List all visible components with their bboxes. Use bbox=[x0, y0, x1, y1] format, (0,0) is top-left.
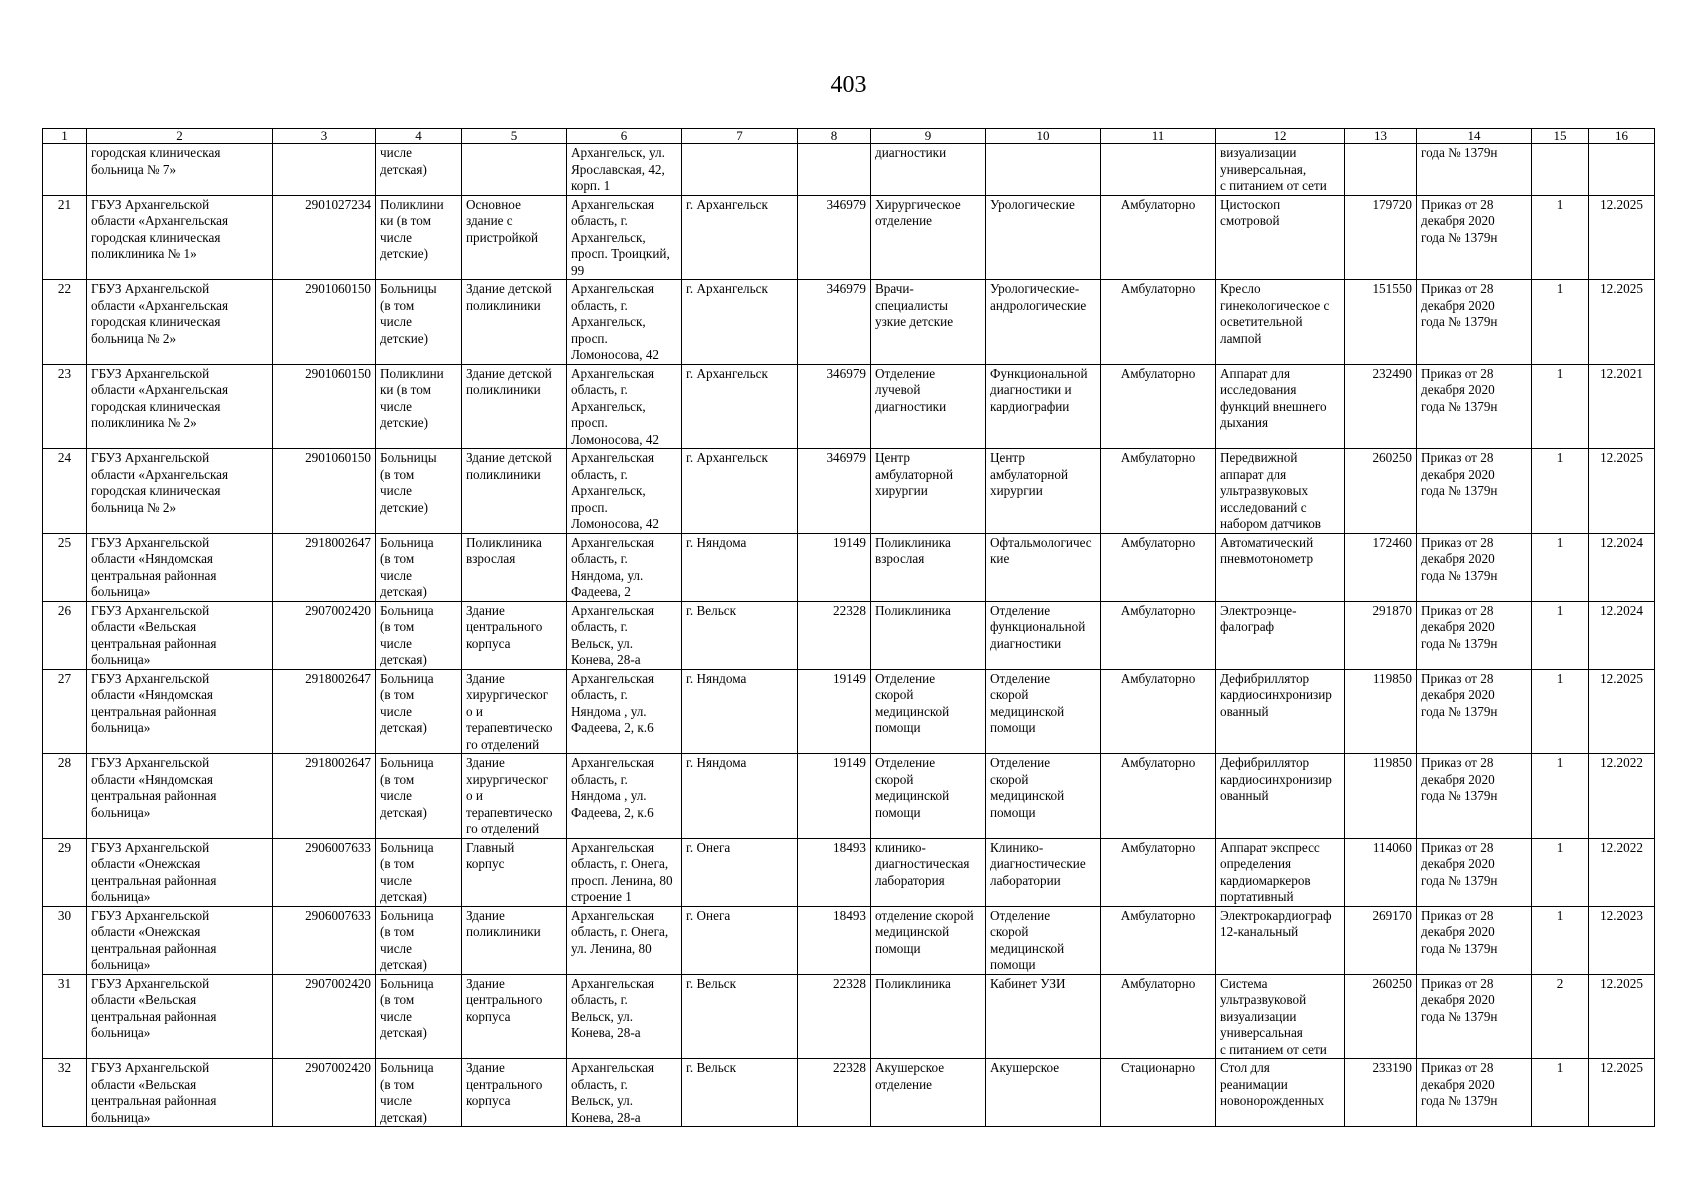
delivery-date-cell: 12.2021 bbox=[1589, 364, 1655, 449]
equipment-name-cell: Цистоскоп смотровой bbox=[1216, 195, 1345, 280]
price-cell: 119850 bbox=[1345, 754, 1417, 839]
facility-type-cell: Больницы (в том числе детские) bbox=[376, 449, 462, 534]
quantity-cell: 1 bbox=[1532, 669, 1589, 754]
profile-cell: Отделение функциональной диагностики bbox=[986, 601, 1101, 669]
price-cell bbox=[1345, 144, 1417, 196]
price-cell: 269170 bbox=[1345, 906, 1417, 974]
delivery-date-cell: 12.2024 bbox=[1589, 533, 1655, 601]
row-number-cell: 27 bbox=[43, 669, 87, 754]
column-number: 13 bbox=[1345, 129, 1417, 144]
quantity-cell: 1 bbox=[1532, 601, 1589, 669]
locality-code-cell: 346979 bbox=[798, 449, 871, 534]
delivery-date-cell: 12.2024 bbox=[1589, 601, 1655, 669]
table-row bbox=[43, 754, 1655, 839]
column-number: 8 bbox=[798, 129, 871, 144]
department-cell: Отделение скорой медицинской помощи bbox=[871, 754, 986, 839]
delivery-date-cell: 12.2025 bbox=[1589, 449, 1655, 534]
building-cell: Здание детской поликлиники bbox=[462, 280, 567, 365]
order-reference-cell: Приказ от 28 декабря 2020 года № 1379н bbox=[1417, 533, 1532, 601]
table-row bbox=[43, 974, 1655, 1059]
row-number-cell: 25 bbox=[43, 533, 87, 601]
table-body bbox=[43, 129, 1655, 1127]
row-number-cell bbox=[43, 144, 87, 196]
table-row bbox=[43, 906, 1655, 974]
row-number-cell: 22 bbox=[43, 280, 87, 365]
locality-code-cell: 22328 bbox=[798, 1059, 871, 1127]
city-cell: г. Онега bbox=[682, 906, 798, 974]
order-reference-cell: Приказ от 28 декабря 2020 года № 1379н bbox=[1417, 974, 1532, 1059]
column-number: 3 bbox=[273, 129, 376, 144]
price-cell: 291870 bbox=[1345, 601, 1417, 669]
column-number: 7 bbox=[682, 129, 798, 144]
column-number-row bbox=[43, 129, 1655, 144]
city-cell: г. Няндома bbox=[682, 669, 798, 754]
quantity-cell: 1 bbox=[1532, 280, 1589, 365]
column-number: 16 bbox=[1589, 129, 1655, 144]
address-cell: Архангельская область, г. Няндома, ул. Фадеева, 2 bbox=[567, 533, 682, 601]
table-row bbox=[43, 533, 1655, 601]
facility-type-cell: Поликлини ки (в том числе детские) bbox=[376, 195, 462, 280]
care-conditions-cell: Амбулаторно bbox=[1101, 195, 1216, 280]
facility-type-cell: Больница (в том числе детская) bbox=[376, 906, 462, 974]
organization-name-cell: ГБУЗ Архангельской области «Вельская центральная районная больница» bbox=[87, 601, 273, 669]
organization-name-cell: ГБУЗ Архангельской области «Архангельская городская клиническая больница № 2» bbox=[87, 449, 273, 534]
column-number: 11 bbox=[1101, 129, 1216, 144]
organization-name-cell: ГБУЗ Архангельской области «Няндомская центральная районная больница» bbox=[87, 754, 273, 839]
department-cell: Поликлиника bbox=[871, 601, 986, 669]
inn-cell: 2906007633 bbox=[273, 906, 376, 974]
department-cell: отделение скорой медицинской помощи bbox=[871, 906, 986, 974]
city-cell: г. Няндома bbox=[682, 533, 798, 601]
quantity-cell: 2 bbox=[1532, 974, 1589, 1059]
price-cell: 119850 bbox=[1345, 669, 1417, 754]
equipment-name-cell: Дефибриллятор кардиосинхронизир ованный bbox=[1216, 669, 1345, 754]
order-reference-cell: Приказ от 28 декабря 2020 года № 1379н bbox=[1417, 669, 1532, 754]
city-cell: г. Архангельск bbox=[682, 364, 798, 449]
building-cell: Здание детской поликлиники bbox=[462, 364, 567, 449]
column-number: 14 bbox=[1417, 129, 1532, 144]
equipment-name-cell: Аппарат экспресс определения кардиомаркеров портативный bbox=[1216, 838, 1345, 906]
equipment-name-cell: Передвижной аппарат для ультразвуковых исследований с набором датчиков bbox=[1216, 449, 1345, 534]
inn-cell: 2906007633 bbox=[273, 838, 376, 906]
inn-cell: 2918002647 bbox=[273, 754, 376, 839]
address-cell: Архангельская область, г. Онега, ул. Ленина, 80 bbox=[567, 906, 682, 974]
inn-cell: 2907002420 bbox=[273, 601, 376, 669]
equipment-name-cell: визуализации универсальная, с питанием от сети bbox=[1216, 144, 1345, 196]
city-cell: г. Вельск bbox=[682, 601, 798, 669]
department-cell: Отделение скорой медицинской помощи bbox=[871, 669, 986, 754]
profile-cell: Функциональной диагностики и кардиографии bbox=[986, 364, 1101, 449]
building-cell: Основное здание с пристройкой bbox=[462, 195, 567, 280]
order-reference-cell: Приказ от 28 декабря 2020 года № 1379н bbox=[1417, 754, 1532, 839]
address-cell: Архангельская область, г. Няндома , ул. Фадеева, 2, к.6 bbox=[567, 754, 682, 839]
department-cell: Поликлиника bbox=[871, 974, 986, 1059]
address-cell: Архангельская область, г. Онега, просп. Ленина, 80 строение 1 bbox=[567, 838, 682, 906]
price-cell: 260250 bbox=[1345, 449, 1417, 534]
delivery-date-cell: 12.2025 bbox=[1589, 280, 1655, 365]
care-conditions-cell: Стационарно bbox=[1101, 1059, 1216, 1127]
quantity-cell: 1 bbox=[1532, 1059, 1589, 1127]
care-conditions-cell: Амбулаторно bbox=[1101, 601, 1216, 669]
profile-cell: Кабинет УЗИ bbox=[986, 974, 1101, 1059]
facility-type-cell: Больницы (в том числе детские) bbox=[376, 280, 462, 365]
address-cell: Архангельская область, г. Вельск, ул. Конева, 28-а bbox=[567, 1059, 682, 1127]
price-cell: 114060 bbox=[1345, 838, 1417, 906]
organization-name-cell: ГБУЗ Архангельской области «Няндомская центральная районная больница» bbox=[87, 533, 273, 601]
building-cell bbox=[462, 144, 567, 196]
locality-code-cell: 19149 bbox=[798, 533, 871, 601]
address-cell: Архангельская область, г. Вельск, ул. Конева, 28-а bbox=[567, 601, 682, 669]
row-number-cell: 26 bbox=[43, 601, 87, 669]
address-cell: Архангельская область, г. Архангельск, просп. Ломоносова, 42 bbox=[567, 449, 682, 534]
profile-cell: Офтальмологичес кие bbox=[986, 533, 1101, 601]
department-cell: диагностики bbox=[871, 144, 986, 196]
inn-cell: 2901027234 bbox=[273, 195, 376, 280]
organization-name-cell: городская клиническая больница № 7» bbox=[87, 144, 273, 196]
profile-cell: Отделение скорой медицинской помощи bbox=[986, 669, 1101, 754]
building-cell: Здание центрального корпуса bbox=[462, 974, 567, 1059]
equipment-name-cell: Электроэнце- фалограф bbox=[1216, 601, 1345, 669]
profile-cell: Урологические bbox=[986, 195, 1101, 280]
inn-cell: 2901060150 bbox=[273, 364, 376, 449]
price-cell: 151550 bbox=[1345, 280, 1417, 365]
price-cell: 179720 bbox=[1345, 195, 1417, 280]
table-row bbox=[43, 280, 1655, 365]
table-row bbox=[43, 144, 1655, 196]
care-conditions-cell: Амбулаторно bbox=[1101, 364, 1216, 449]
table-row bbox=[43, 669, 1655, 754]
department-cell: Центр амбулаторной хирургии bbox=[871, 449, 986, 534]
order-reference-cell: Приказ от 28 декабря 2020 года № 1379н bbox=[1417, 906, 1532, 974]
quantity-cell: 1 bbox=[1532, 533, 1589, 601]
facility-type-cell: Больница (в том числе детская) bbox=[376, 1059, 462, 1127]
price-cell: 233190 bbox=[1345, 1059, 1417, 1127]
order-reference-cell: Приказ от 28 декабря 2020 года № 1379н bbox=[1417, 601, 1532, 669]
city-cell bbox=[682, 144, 798, 196]
delivery-date-cell: 12.2022 bbox=[1589, 754, 1655, 839]
address-cell: Архангельская область, г. Вельск, ул. Конева, 28-а bbox=[567, 974, 682, 1059]
address-cell: Архангельская область, г. Архангельск, просп. Ломоносова, 42 bbox=[567, 364, 682, 449]
organization-name-cell: ГБУЗ Архангельской области «Вельская центральная районная больница» bbox=[87, 974, 273, 1059]
quantity-cell: 1 bbox=[1532, 906, 1589, 974]
equipment-name-cell: Электрокардиограф 12-канальный bbox=[1216, 906, 1345, 974]
locality-code-cell: 346979 bbox=[798, 280, 871, 365]
order-reference-cell: года № 1379н bbox=[1417, 144, 1532, 196]
department-cell: клинико- диагностическая лаборатория bbox=[871, 838, 986, 906]
department-cell: Отделение лучевой диагностики bbox=[871, 364, 986, 449]
equipment-name-cell: Стол для реанимации новонорожденных bbox=[1216, 1059, 1345, 1127]
address-cell: Архангельск, ул. Ярославская, 42, корп. 1 bbox=[567, 144, 682, 196]
building-cell: Здание хирургическог о и терапевтическо го отделений bbox=[462, 669, 567, 754]
row-number-cell: 28 bbox=[43, 754, 87, 839]
order-reference-cell: Приказ от 28 декабря 2020 года № 1379н bbox=[1417, 195, 1532, 280]
facility-type-cell: Больница (в том числе детская) bbox=[376, 669, 462, 754]
building-cell: Здание поликлиники bbox=[462, 906, 567, 974]
column-number: 12 bbox=[1216, 129, 1345, 144]
quantity-cell: 1 bbox=[1532, 754, 1589, 839]
profile-cell: Клинико- диагностические лаборатории bbox=[986, 838, 1101, 906]
delivery-date-cell: 12.2022 bbox=[1589, 838, 1655, 906]
row-number-cell: 32 bbox=[43, 1059, 87, 1127]
page-number: 403 bbox=[830, 72, 867, 98]
column-number: 6 bbox=[567, 129, 682, 144]
column-number: 10 bbox=[986, 129, 1101, 144]
row-number-cell: 23 bbox=[43, 364, 87, 449]
city-cell: г. Архангельск bbox=[682, 195, 798, 280]
quantity-cell bbox=[1532, 144, 1589, 196]
care-conditions-cell: Амбулаторно bbox=[1101, 669, 1216, 754]
quantity-cell: 1 bbox=[1532, 838, 1589, 906]
department-cell: Акушерское отделение bbox=[871, 1059, 986, 1127]
inn-cell: 2918002647 bbox=[273, 669, 376, 754]
address-cell: Архангельская область, г. Архангельск, просп. Троицкий, 99 bbox=[567, 195, 682, 280]
building-cell: Здание центрального корпуса bbox=[462, 1059, 567, 1127]
address-cell: Архангельская область, г. Архангельск, просп. Ломоносова, 42 bbox=[567, 280, 682, 365]
order-reference-cell: Приказ от 28 декабря 2020 года № 1379н bbox=[1417, 280, 1532, 365]
price-cell: 260250 bbox=[1345, 974, 1417, 1059]
care-conditions-cell: Амбулаторно bbox=[1101, 449, 1216, 534]
building-cell: Здание хирургическог о и терапевтическо го отделений bbox=[462, 754, 567, 839]
department-cell: Поликлиника взрослая bbox=[871, 533, 986, 601]
delivery-date-cell: 12.2025 bbox=[1589, 1059, 1655, 1127]
quantity-cell: 1 bbox=[1532, 364, 1589, 449]
delivery-date-cell: 12.2025 bbox=[1589, 974, 1655, 1059]
organization-name-cell: ГБУЗ Архангельской области «Архангельская городская клиническая поликлиника № 2» bbox=[87, 364, 273, 449]
facility-type-cell: числе детская) bbox=[376, 144, 462, 196]
inn-cell: 2918002647 bbox=[273, 533, 376, 601]
inn-cell: 2907002420 bbox=[273, 974, 376, 1059]
city-cell: г. Няндома bbox=[682, 754, 798, 839]
inn-cell bbox=[273, 144, 376, 196]
profile-cell: Отделение скорой медицинской помощи bbox=[986, 754, 1101, 839]
profile-cell bbox=[986, 144, 1101, 196]
locality-code-cell: 346979 bbox=[798, 364, 871, 449]
inn-cell: 2907002420 bbox=[273, 1059, 376, 1127]
care-conditions-cell: Амбулаторно bbox=[1101, 280, 1216, 365]
order-reference-cell: Приказ от 28 декабря 2020 года № 1379н bbox=[1417, 1059, 1532, 1127]
building-cell: Поликлиника взрослая bbox=[462, 533, 567, 601]
equipment-name-cell: Автоматический пневмотонометр bbox=[1216, 533, 1345, 601]
facility-type-cell: Больница (в том числе детская) bbox=[376, 754, 462, 839]
profile-cell: Урологические- андрологические bbox=[986, 280, 1101, 365]
locality-code-cell: 22328 bbox=[798, 601, 871, 669]
delivery-date-cell: 12.2023 bbox=[1589, 906, 1655, 974]
column-number: 1 bbox=[43, 129, 87, 144]
city-cell: г. Архангельск bbox=[682, 449, 798, 534]
organization-name-cell: ГБУЗ Архангельской области «Архангельская городская клиническая больница № 2» bbox=[87, 280, 273, 365]
locality-code-cell bbox=[798, 144, 871, 196]
table-row bbox=[43, 449, 1655, 534]
city-cell: г. Вельск bbox=[682, 974, 798, 1059]
price-cell: 232490 bbox=[1345, 364, 1417, 449]
care-conditions-cell: Амбулаторно bbox=[1101, 754, 1216, 839]
care-conditions-cell: Амбулаторно bbox=[1101, 974, 1216, 1059]
column-number: 15 bbox=[1532, 129, 1589, 144]
city-cell: г. Вельск bbox=[682, 1059, 798, 1127]
equipment-name-cell: Аппарат для исследования функций внешнего дыхания bbox=[1216, 364, 1345, 449]
table-row bbox=[43, 1059, 1655, 1127]
table-row bbox=[43, 364, 1655, 449]
building-cell: Главный корпус bbox=[462, 838, 567, 906]
organization-name-cell: ГБУЗ Архангельской области «Онежская центральная районная больница» bbox=[87, 838, 273, 906]
profile-cell: Центр амбулаторной хирургии bbox=[986, 449, 1101, 534]
care-conditions-cell: Амбулаторно bbox=[1101, 838, 1216, 906]
building-cell: Здание центрального корпуса bbox=[462, 601, 567, 669]
inn-cell: 2901060150 bbox=[273, 449, 376, 534]
profile-cell: Отделение скорой медицинской помощи bbox=[986, 906, 1101, 974]
locality-code-cell: 22328 bbox=[798, 974, 871, 1059]
row-number-cell: 31 bbox=[43, 974, 87, 1059]
equipment-name-cell: Кресло гинекологическое с осветительной лампой bbox=[1216, 280, 1345, 365]
equipment-table bbox=[42, 128, 1655, 1127]
row-number-cell: 21 bbox=[43, 195, 87, 280]
locality-code-cell: 18493 bbox=[798, 906, 871, 974]
column-number: 9 bbox=[871, 129, 986, 144]
order-reference-cell: Приказ от 28 декабря 2020 года № 1379н bbox=[1417, 449, 1532, 534]
table-row bbox=[43, 838, 1655, 906]
care-conditions-cell: Амбулаторно bbox=[1101, 533, 1216, 601]
care-conditions-cell bbox=[1101, 144, 1216, 196]
profile-cell: Акушерское bbox=[986, 1059, 1101, 1127]
facility-type-cell: Больница (в том числе детская) bbox=[376, 838, 462, 906]
locality-code-cell: 19149 bbox=[798, 754, 871, 839]
column-number: 4 bbox=[376, 129, 462, 144]
table-row bbox=[43, 195, 1655, 280]
row-number-cell: 30 bbox=[43, 906, 87, 974]
facility-type-cell: Больница (в том числе детская) bbox=[376, 601, 462, 669]
address-cell: Архангельская область, г. Няндома , ул. Фадеева, 2, к.6 bbox=[567, 669, 682, 754]
row-number-cell: 24 bbox=[43, 449, 87, 534]
inn-cell: 2901060150 bbox=[273, 280, 376, 365]
locality-code-cell: 346979 bbox=[798, 195, 871, 280]
facility-type-cell: Больница (в том числе детская) bbox=[376, 974, 462, 1059]
delivery-date-cell: 12.2025 bbox=[1589, 669, 1655, 754]
equipment-name-cell: Система ультразвуковой визуализации универсальная с питанием от сети bbox=[1216, 974, 1345, 1059]
order-reference-cell: Приказ от 28 декабря 2020 года № 1379н bbox=[1417, 364, 1532, 449]
facility-type-cell: Поликлини ки (в том числе детские) bbox=[376, 364, 462, 449]
column-number: 2 bbox=[87, 129, 273, 144]
price-cell: 172460 bbox=[1345, 533, 1417, 601]
organization-name-cell: ГБУЗ Архангельской области «Онежская центральная районная больница» bbox=[87, 906, 273, 974]
city-cell: г. Архангельск bbox=[682, 280, 798, 365]
order-reference-cell: Приказ от 28 декабря 2020 года № 1379н bbox=[1417, 838, 1532, 906]
organization-name-cell: ГБУЗ Архангельской области «Няндомская центральная районная больница» bbox=[87, 669, 273, 754]
organization-name-cell: ГБУЗ Архангельской области «Вельская центральная районная больница» bbox=[87, 1059, 273, 1127]
city-cell: г. Онега bbox=[682, 838, 798, 906]
organization-name-cell: ГБУЗ Архангельской области «Архангельская городская клиническая поликлиника № 1» bbox=[87, 195, 273, 280]
row-number-cell: 29 bbox=[43, 838, 87, 906]
quantity-cell: 1 bbox=[1532, 449, 1589, 534]
facility-type-cell: Больница (в том числе детская) bbox=[376, 533, 462, 601]
building-cell: Здание детской поликлиники bbox=[462, 449, 567, 534]
delivery-date-cell: 12.2025 bbox=[1589, 195, 1655, 280]
column-number: 5 bbox=[462, 129, 567, 144]
delivery-date-cell bbox=[1589, 144, 1655, 196]
department-cell: Врачи- специалисты узкие детские bbox=[871, 280, 986, 365]
locality-code-cell: 18493 bbox=[798, 838, 871, 906]
equipment-name-cell: Дефибриллятор кардиосинхронизир ованный bbox=[1216, 754, 1345, 839]
table-row bbox=[43, 601, 1655, 669]
department-cell: Хирургическое отделение bbox=[871, 195, 986, 280]
locality-code-cell: 19149 bbox=[798, 669, 871, 754]
care-conditions-cell: Амбулаторно bbox=[1101, 906, 1216, 974]
quantity-cell: 1 bbox=[1532, 195, 1589, 280]
